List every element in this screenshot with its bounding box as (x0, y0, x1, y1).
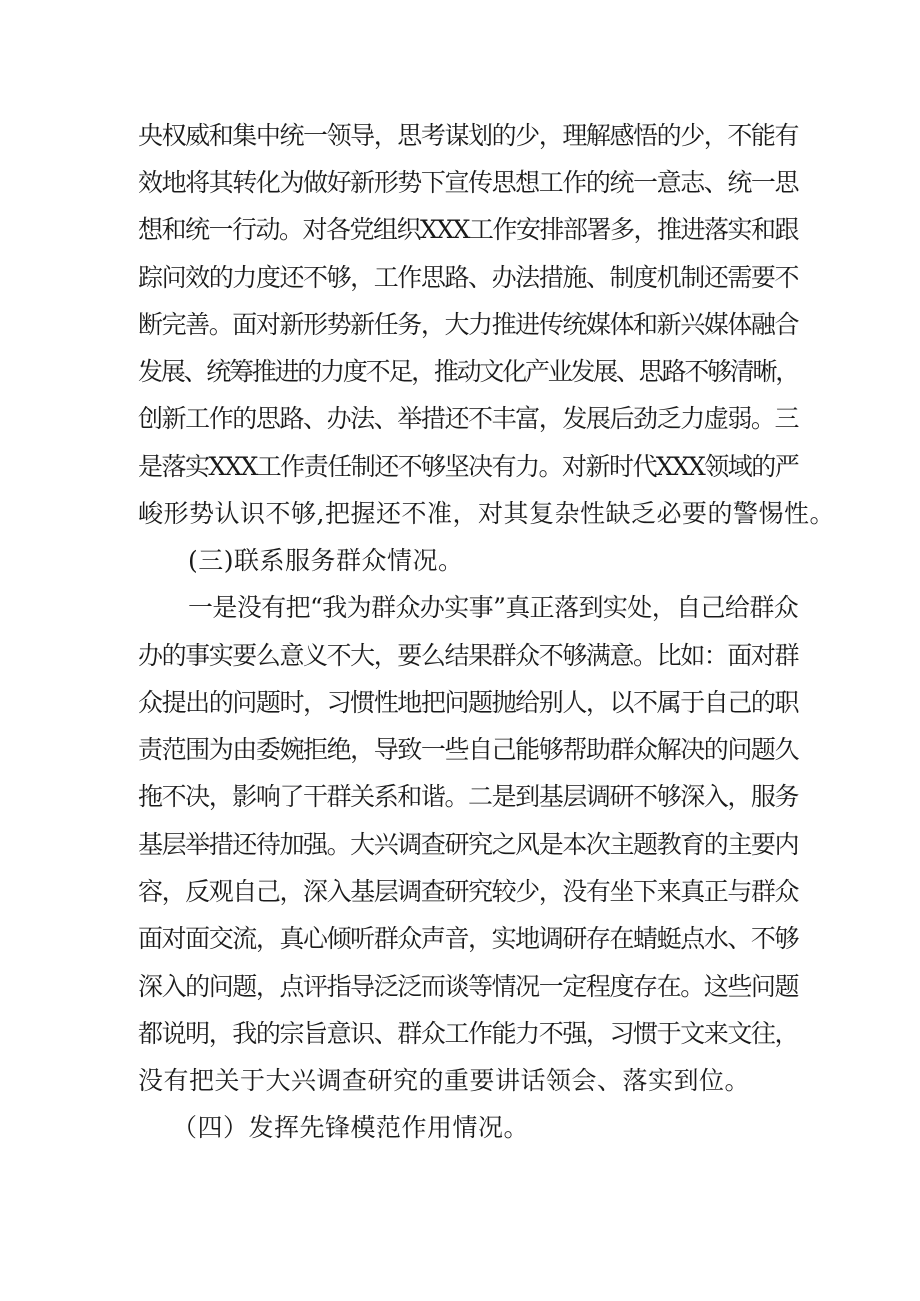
text-line: 责范围为由委婉拒绝，导致一些自己能够帮助群众解决的问题久 (138, 735, 798, 764)
section-heading-3: (三)联系服务群众情况。 (188, 546, 464, 575)
text-line: 创新工作的思路、办法、举措还不丰富，发展后劲乏力虚弱。三 (138, 404, 798, 433)
text-line: 效地将其转化为做好新形势下宣传思想工作的统一意志、统一思 (138, 168, 798, 197)
text-line: 容，反观自己，深入基层调查研究较少，没有坐下来真正与群众 (138, 877, 798, 906)
text-line: 央权威和集中统一领导，思考谋划的少，理解感悟的少，不能有 (138, 121, 798, 150)
text-line: 没有把关于大兴调查研究的重要讲话领会、落实到位。 (138, 1066, 751, 1095)
text-line: 都说明，我的宗旨意识、群众工作能力不强，习惯于文来文往， (138, 1019, 798, 1048)
text-line: 深入的问题，点评指导泛泛而谈等情况一定程度存在。这些问题 (138, 972, 798, 1001)
text-line: 面对面交流，真心倾听群众声音，实地调研存在蜻蜓点水、不够 (138, 924, 798, 953)
section-heading-4: （四）发挥先锋模范作用情况。 (172, 1113, 530, 1142)
text-line: 办的事实要么意义不大，要么结果群众不够满意。比如：面对群 (138, 641, 798, 670)
text-line: 是落实XXX工作责任制还不够坚决有力。对新时代XXX领域的严 (138, 452, 798, 481)
text-line: 峻形势认识不够,把握还不准，对其复杂性缺乏必要的警惕性。 (138, 499, 835, 528)
text-line: 拖不决，影响了干群关系和谐。二是到基层调研不够深入，服务 (138, 782, 798, 811)
text-line: 想和统一行动。对各党组织XXX工作安排部署多，推进落实和跟 (138, 215, 798, 244)
text-line: 基层举措还待加强。大兴调查研究之风是本次主题教育的主要内 (138, 830, 798, 859)
text-line: 踪问效的力度还不够，工作思路、办法措施、制度机制还需要不 (138, 263, 798, 292)
text-line: 众提出的问题时，习惯性地把问题抛给别人，以不属于自己的职 (138, 688, 798, 717)
text-line: 断完善。面对新形势新任务，大力推进传统媒体和新兴媒体融合 (138, 310, 798, 339)
text-line: 一是没有把“我为群众办实事”真正落到实处，自己给群众 (188, 593, 798, 622)
text-line: 发展、统筹推进的力度不足，推动文化产业发展、思路不够清晰， (138, 357, 798, 386)
